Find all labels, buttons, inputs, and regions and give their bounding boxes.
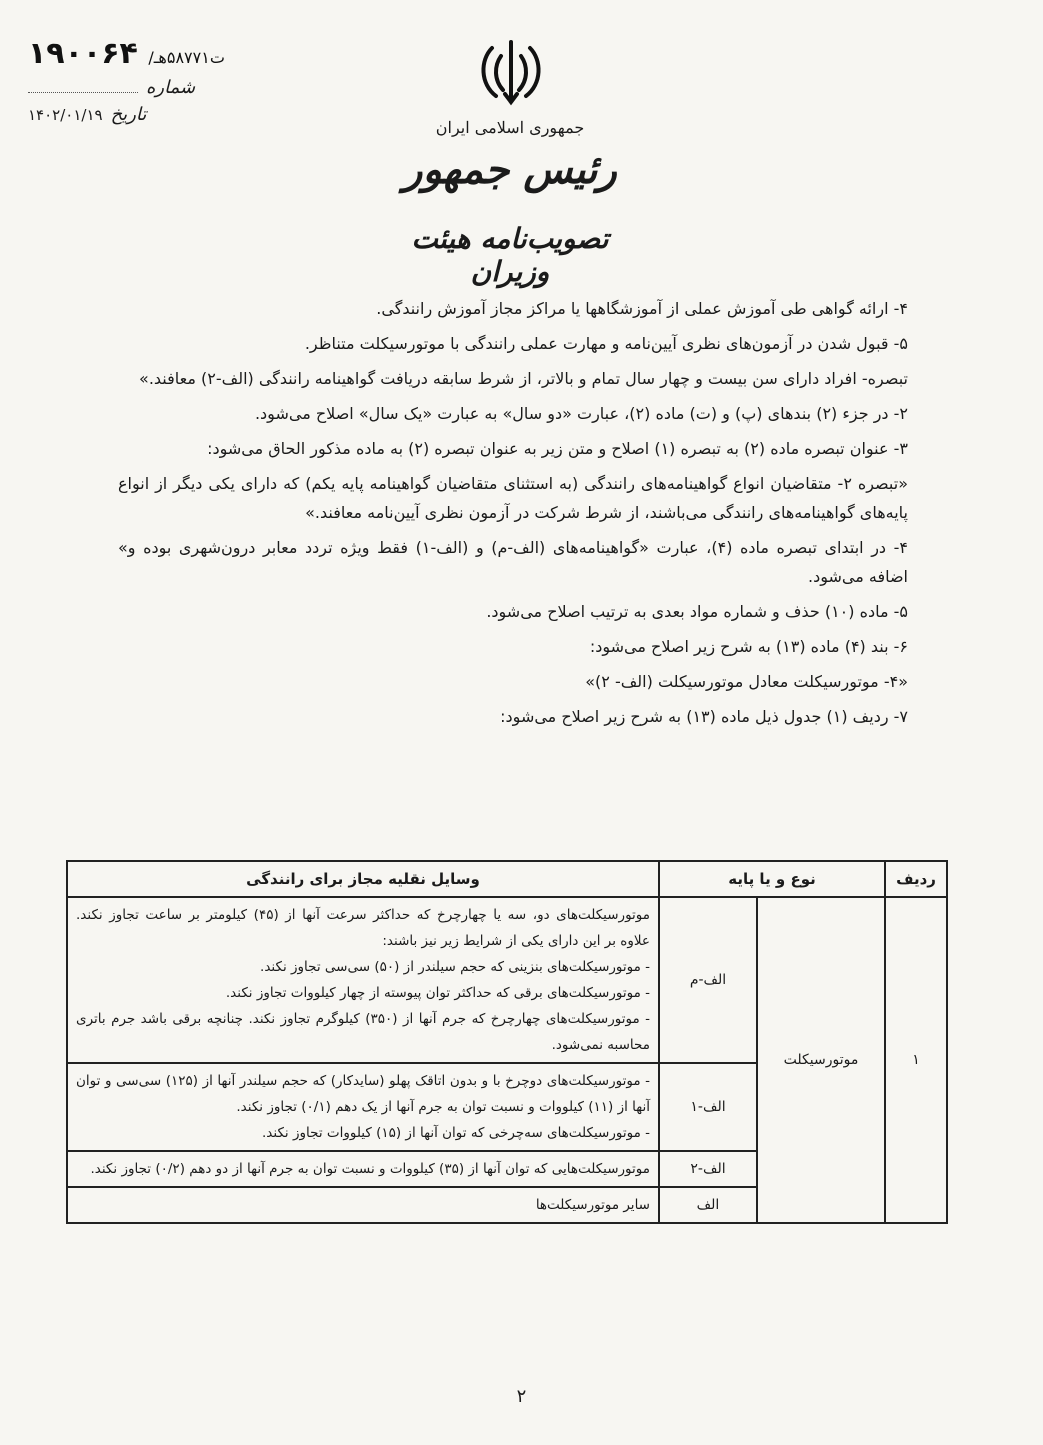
vehicle-line: - موتورسیکلت‌های دوچرخ با و بدون اتاقک پهلو (سایدکار) که حجم سیلندر آنها از (۱۲۵) سی‌سی و توان آنها از (۱۱) کیلووات و نسبت توان به جرم آنها از یک دهم (۰/۱) تجاوز نکند. — [76, 1073, 650, 1115]
date-row — [28, 104, 228, 125]
class-cell: الف — [659, 1187, 757, 1223]
page-number: ۲ — [516, 1386, 527, 1407]
class-cell: الف-۱ — [659, 1063, 757, 1151]
reference-number — [28, 36, 328, 71]
class-cell: الف-۲ — [659, 1151, 757, 1187]
iran-emblem-icon — [474, 34, 548, 108]
paragraph: ۴- در ابتدای تبصره ماده (۴)، عبارت «گواهینامه‌های (الف-م) و (الف-۱) فقط ویژه تردد معابر درون‌شهری بوده و» اضافه می‌شود. — [118, 538, 909, 586]
row-number-cell: ۱ — [885, 897, 947, 1223]
paragraph: ۳- عنوان تبصره ماده (۲) به تبصره (۱) اصلاح و متن زیر به عنوان تبصره (۲) به ماده مذکور الحاق می‌شود: — [207, 439, 908, 458]
header-vehicles: وسایل نقلیه مجاز برای رانندگی — [67, 861, 659, 897]
body-text — [118, 294, 908, 737]
date-value: ۱۴۰۲/۰۱/۱۹ — [28, 106, 103, 124]
license-table — [66, 860, 948, 1224]
ref-number-main: ۱۹۰۰۶۴ — [28, 36, 138, 71]
vehicle-line: سایر موتورسیکلت‌ها — [535, 1197, 650, 1213]
vehicles-cell — [67, 1151, 659, 1187]
vehicle-line: موتورسیکلت‌هایی که توان آنها از (۳۵) کیلووات و نسبت توان به جرم آنها از دو دهم (۰/۲) تجاوز نکند. — [90, 1161, 650, 1177]
decree-title: تصویب‌نامه هیئت وزیران — [411, 222, 609, 288]
vehicle-line: - موتورسیکلت‌های برقی که حداکثر توان پیوسته از چهار کیلووات تجاوز نکند. — [225, 985, 650, 1001]
number-label: شماره — [146, 77, 196, 98]
number-dotted-line — [28, 78, 138, 93]
president-title: رئیس جمهور — [403, 146, 617, 193]
header-row-number: ردیف — [885, 861, 947, 897]
republic-title: جمهوری اسلامی ایران — [435, 118, 585, 137]
vehicle-line: - موتورسیکلت‌های چهارچرخ که جرم آنها از (۳۵۰) کیلوگرم تجاوز نکند. چنانچه برقی باشد جرم باتری محاسبه نمی‌شود. — [76, 1011, 650, 1053]
paragraph: ۲- در جزء (۲) بندهای (پ) و (ت) ماده (۲)، عبارت «دو سال» به عبارت «یک سال» اصلاح می‌شود. — [254, 404, 908, 423]
number-row — [28, 77, 228, 98]
paragraph: ۵- قبول شدن در آزمون‌های نظری آیین‌نامه و مهارت عملی رانندگی با موتورسیکلت متناظر. — [304, 334, 908, 353]
paragraph: تبصره- افراد دارای سن بیست و چهار سال تمام و بالاتر، از شرط سابقه دریافت گواهینامه رانندگی (الف-۲) معافند.» — [139, 369, 908, 388]
vehicle-line: - موتورسیکلت‌های سه‌چرخی که توان آنها از (۱۵) کیلووات تجاوز نکند. — [262, 1125, 650, 1141]
vehicles-cell — [67, 1187, 659, 1223]
reference-block — [28, 36, 328, 125]
paragraph: ۶- بند (۴) ماده (۱۳) به شرح زیر اصلاح می‌شود: — [589, 637, 908, 656]
paragraph: ۷- ردیف (۱) جدول ذیل ماده (۱۳) به شرح زیر اصلاح می‌شود: — [500, 707, 908, 726]
paragraph: «تبصره ۲- متقاضیان انواع گواهینامه‌های رانندگی (به استثنای متقاضیان گواهینامه پایه یکم) که دارای یکی دیگر از انواع پایه‌های گواهینامه‌های رانندگی می‌باشند، از شرط شرکت در آزمون نظری آیین‌نامه معافند.» — [118, 474, 908, 522]
table-header-row — [67, 861, 947, 897]
vehicles-cell — [67, 1063, 659, 1151]
vehicle-line: - موتورسیکلت‌های بنزینی که حجم سیلندر از (۵۰) سی‌سی تجاوز نکند. — [260, 959, 650, 975]
date-label: تاریخ — [110, 104, 147, 125]
paragraph: ۵- ماده (۱۰) حذف و شماره مواد بعدی به ترتیب اصلاح می‌شود. — [486, 602, 908, 621]
paragraph: «۴- موتورسیکلت معادل موتورسیکلت (الف- ۲)» — [585, 672, 908, 691]
vehicles-cell — [67, 897, 659, 1063]
table-row — [67, 897, 947, 1063]
ref-number-suffix: /ت۵۸۷۷۱هـ — [148, 48, 225, 67]
class-cell: الف-م — [659, 897, 757, 1063]
type-cell: موتورسیکلت — [757, 897, 885, 1223]
header-type: نوع و یا پایه — [659, 861, 885, 897]
vehicle-line: موتورسیکلت‌های دو، سه یا چهارچرخ که حداکثر سرعت آنها از (۴۵) کیلومتر بر ساعت تجاوز نکند. علاوه بر این دارای یکی از شرایط زیر نیز باشند: — [76, 907, 651, 949]
paragraph: ۴- ارائه گواهی طی آموزش عملی از آموزشگاهها یا مراکز مجاز آموزش رانندگی. — [376, 299, 908, 318]
